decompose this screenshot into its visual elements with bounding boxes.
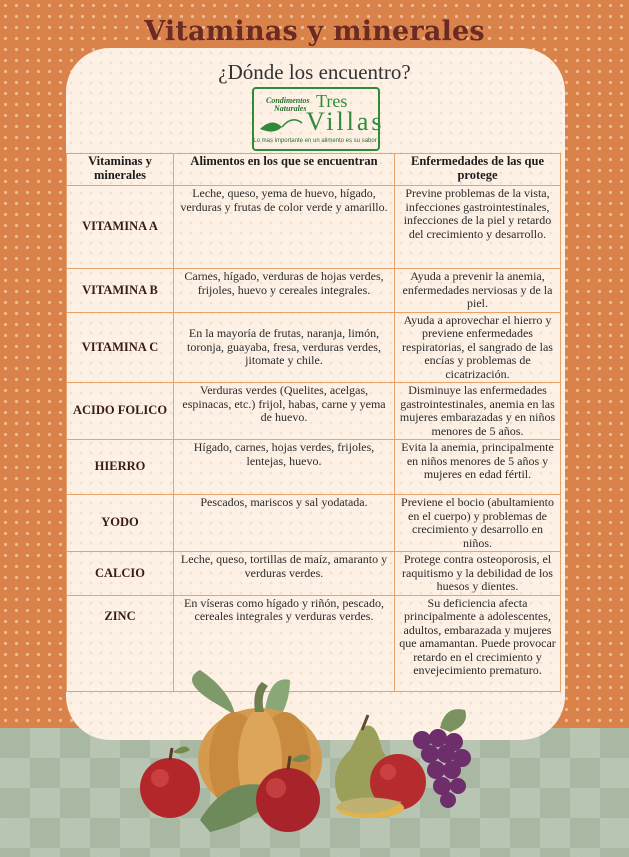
row-foods: Hígado, carnes, hojas verdes, frijoles, lentejas, huevo. bbox=[174, 440, 395, 495]
row-protects: Protege contra osteoporosis, el raquitismo y la debilidad de los huesos y dientes. bbox=[395, 552, 561, 596]
header-protects: Enfermedades de las que protege bbox=[395, 154, 561, 186]
vitamins-table bbox=[66, 153, 561, 692]
logo-word-villas: Villas bbox=[306, 107, 385, 136]
row-name: CALCIO bbox=[67, 552, 174, 596]
tres-villas-logo bbox=[252, 87, 385, 149]
row-foods: Verduras verdes (Quelites, acelgas, espinacas, etc.) frijol, habas, carne y yema de huevo. bbox=[174, 383, 395, 440]
table-row bbox=[67, 552, 561, 596]
row-protects: Su deficiencia afecta principalmente a adolescentes, adultos, embarazada y mujeres que amamantan. Puede provocar retardo en el crecimiento y envejecimiento prematuro. bbox=[395, 595, 561, 691]
harvest-fruits-illustration bbox=[140, 670, 500, 850]
row-name: ACIDO FOLICO bbox=[67, 383, 174, 440]
row-protects: Disminuye las enfermedades gastrointestinales, anemia en las mujeres embarazadas y en niños menores de 5 años. bbox=[395, 383, 561, 440]
table-row bbox=[67, 269, 561, 313]
table-row bbox=[67, 495, 561, 552]
row-name: VITAMINA C bbox=[67, 312, 174, 383]
table-row bbox=[67, 186, 561, 269]
row-foods: En la mayoría de frutas, naranja, limón, toronja, guayaba, fresa, verduras verdes, jitomate y chile. bbox=[174, 312, 395, 383]
row-protects: Ayuda a aprovechar el hierro y previene enfermedades respiratorias, el sangrado de las encías y problemas de cicatrización. bbox=[395, 312, 561, 383]
page-title: Vitaminas y minerales bbox=[144, 16, 485, 47]
table-row bbox=[67, 440, 561, 495]
row-name: YODO bbox=[67, 495, 174, 552]
row-name: VITAMINA A bbox=[67, 186, 174, 269]
logo-brand bbox=[266, 97, 310, 113]
row-name: VITAMINA B bbox=[67, 269, 174, 313]
row-foods: En víseras como hígado y riñón, pescado, cereales integrales y verduras verdes. bbox=[174, 595, 395, 691]
row-foods: Carnes, hígado, verduras de hojas verdes, frijoles, huevo y cereales integrales. bbox=[174, 269, 395, 313]
page-subtitle: ¿Dónde los encuentro? bbox=[218, 60, 411, 84]
table-row bbox=[67, 383, 561, 440]
header-foods: Alimentos en los que se encuentran bbox=[174, 154, 395, 186]
leaf-icon bbox=[192, 670, 235, 715]
row-protects: Evita la anemia, principalmente en niños menores de 5 años y mujeres en edad fértil. bbox=[395, 440, 561, 495]
row-foods: Leche, queso, tortillas de maíz, amaranto y verduras verdes. bbox=[174, 552, 395, 596]
row-foods: Pescados, mariscos y sal yodatada. bbox=[174, 495, 395, 552]
row-foods: Leche, queso, yema de huevo, hígado, verduras y frutas de color verde y amarillo. bbox=[174, 186, 395, 269]
apple-icon bbox=[140, 746, 200, 818]
logo-tagline: Lo mas importante en un alimento es su sabor bbox=[253, 138, 377, 144]
row-name: HIERRO bbox=[67, 440, 174, 495]
row-protects: Previne problemas de la vista, infecciones gastrointestinales, infecciones de la piel y retardo del crecimiento y desarrollo. bbox=[395, 186, 561, 269]
grape-leaf-icon bbox=[440, 709, 466, 732]
row-protects: Previene el bocio (abultamiento en el cuerpo) y problemas de crecimiento y desarrollo en niños. bbox=[395, 495, 561, 552]
logo-brand-line2: Naturales bbox=[274, 104, 307, 113]
logo-brand-line1: Condimentos bbox=[266, 96, 310, 105]
table-row bbox=[67, 312, 561, 383]
row-protects: Ayuda a prevenir la anemia, enfermedades nerviosas y de la piel. bbox=[395, 269, 561, 313]
row-name: ZINC bbox=[67, 595, 174, 691]
header-vitamins: Vitaminas y minerales bbox=[67, 154, 174, 186]
logo-word-tres: Tres bbox=[316, 91, 348, 111]
table-header-row bbox=[67, 154, 561, 186]
